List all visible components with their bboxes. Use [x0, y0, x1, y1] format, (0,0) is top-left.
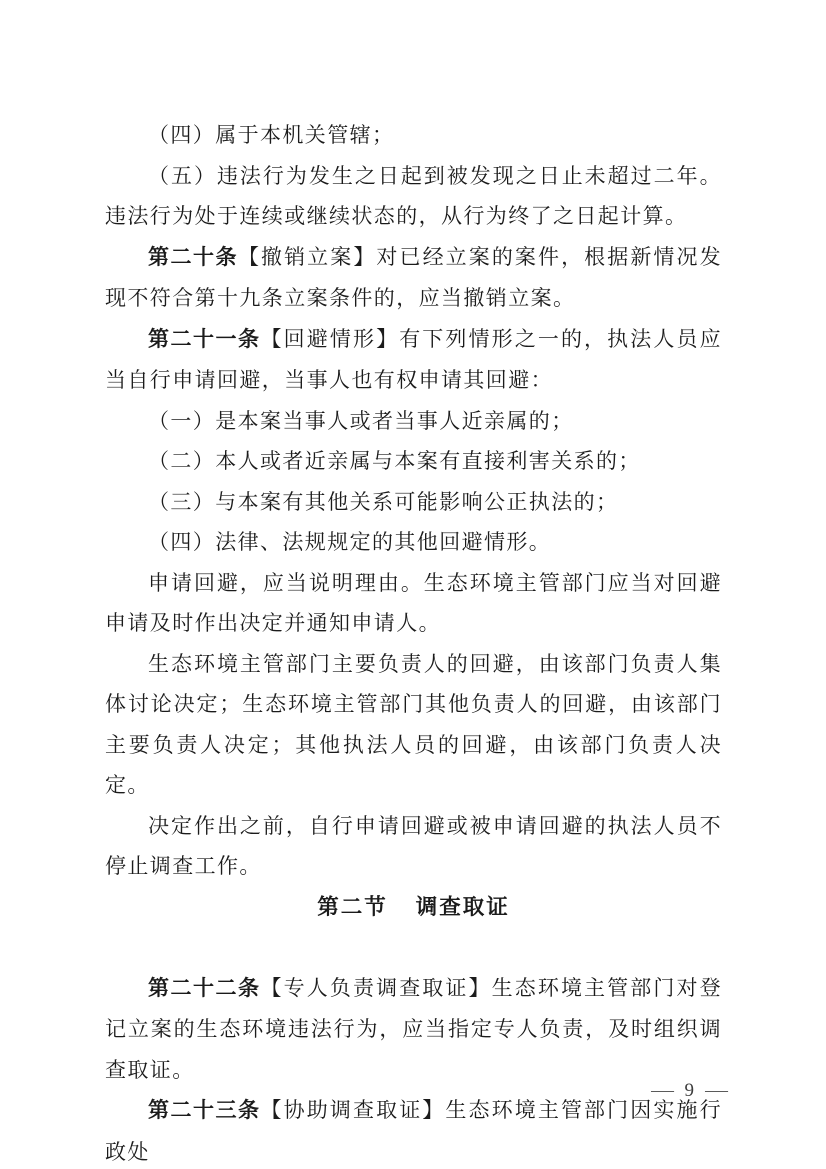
paragraph-text: 申请回避，应当说明理由。生态环境主管部门应当对回避申请及时作出决定并通知申请人。 — [105, 570, 722, 635]
section-heading — [105, 887, 722, 928]
paragraph — [105, 115, 722, 156]
paragraph — [105, 968, 722, 1091]
paragraph — [105, 401, 722, 442]
paragraph-text: （二）本人或者近亲属与本案有直接利害关系的； — [148, 449, 641, 473]
paragraph — [105, 237, 722, 319]
paragraph-text: 【回避情形】有下列情形之一的，执法人员应当自行申请回避，当事人也有权申请其回避： — [105, 326, 723, 392]
paragraph-text: （一）是本案当事人或者当事人近亲属的； — [148, 408, 574, 433]
paragraph-text: （四）属于本机关管辖； — [148, 123, 395, 147]
paragraph — [105, 806, 722, 887]
paragraph-text: 【专人负责调查取证】生态环境主管部门对登记立案的生态环境违法行为，应当指定专人负责，及时组织调查取证。 — [105, 975, 723, 1082]
paragraph — [105, 522, 722, 563]
paragraph — [105, 482, 722, 523]
section-heading-number: 第二节 — [317, 894, 388, 919]
page-footer — [650, 1078, 728, 1104]
paragraph-text: 决定作出之前，自行申请回避或被申请回避的执法人员不停止调查工作。 — [105, 813, 722, 878]
article-number: 第二十一条 — [148, 327, 261, 351]
section-heading-title: 调查取证 — [415, 894, 510, 919]
paragraph — [105, 441, 722, 482]
paragraph-text: （三）与本案有其他关系可能影响公正执法的； — [148, 489, 619, 514]
article-number: 第二十条 — [148, 245, 238, 269]
article-number: 第二十三条 — [148, 1099, 261, 1122]
paragraph-text: 生态环境主管部门主要负责人的回避，由该部门负责人集体讨论决定；生态环境主管部门其他负责人的回避，由该部门主要负责人决定；其他执法人员的回避，由该部门负责人决定。 — [105, 651, 722, 797]
document-body — [105, 115, 722, 1169]
paragraph — [105, 1090, 722, 1169]
paragraph-text: 【协助调查取证】生态环境主管部门因实施行政处 — [105, 1098, 723, 1164]
paragraph-text: （五）违法行为发生之日起到被发现之日止未超过二年。违法行为处于连续或继续状态的，从行为终了之日起计算。 — [105, 163, 722, 228]
paragraph-text: （四）法律、法规规定的其他回避情形。 — [148, 530, 552, 554]
article-number: 第二十二条 — [148, 976, 261, 1000]
paragraph — [105, 319, 722, 401]
paragraph — [105, 644, 722, 806]
footer-left-dash: — — [650, 1080, 674, 1101]
page-number: 9 — [684, 1080, 694, 1101]
paragraph — [105, 156, 722, 237]
paragraph — [105, 563, 722, 644]
paragraph-text: 【撤销立案】对已经立案的案件，根据新情况发现不符合第十九条立案条件的，应当撤销立案。 — [105, 244, 722, 310]
footer-right-dash: — — [705, 1080, 728, 1101]
